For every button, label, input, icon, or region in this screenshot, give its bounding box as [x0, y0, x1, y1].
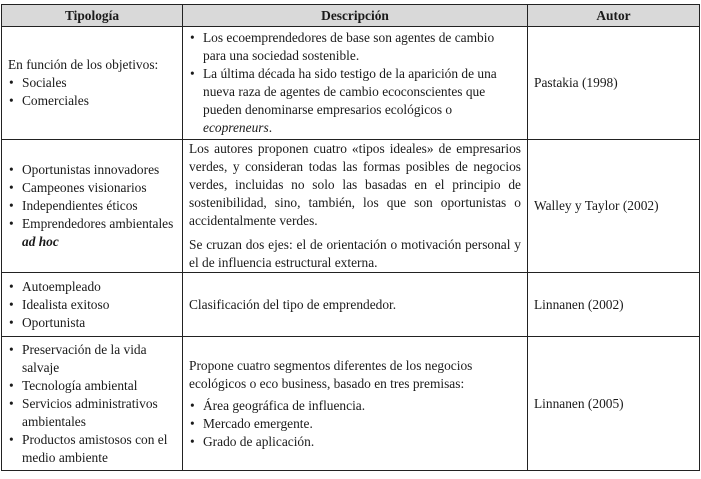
description-cell	[183, 27, 528, 140]
typology-cell	[2, 273, 183, 337]
list-item: • Tecnología ambiental	[8, 377, 176, 395]
list-item: • Campeones visionarios	[8, 179, 176, 197]
table-row	[2, 273, 700, 337]
list-item: • Los ecoemprendedores de base son agentes de cambio para una sociedad sostenible.	[189, 29, 513, 65]
author-cell: Walley y Taylor (2002)	[528, 140, 700, 273]
list-item: • Oportunistas innovadores	[8, 161, 176, 179]
description-paragraph: Los autores proponen cuatro «tipos ideales» de empresarios verdes, y consideran todas las formas posibles de negocios verdes, incluidas no solo las basadas en el principio de sostenibilidad, sino, también, los que son oportunistas o accidentalmente verdes.	[189, 141, 521, 228]
description-cell	[183, 337, 528, 471]
typology-table	[1, 4, 700, 471]
author-cell: Linnanen (2002)	[528, 273, 700, 337]
list-item: • Sociales	[8, 74, 176, 92]
description-list	[189, 397, 521, 451]
header-author: Autor	[528, 5, 700, 27]
list-item: • Idealista exitoso	[8, 296, 176, 314]
description-list	[189, 29, 513, 137]
description-italic-term: ecopreneurs	[203, 120, 269, 135]
typology-list	[8, 161, 176, 251]
typology-list	[8, 74, 176, 110]
description-period: .	[268, 120, 273, 135]
header-row	[2, 5, 700, 27]
description-cell	[183, 140, 528, 273]
author-cell: Linnanen (2005)	[528, 337, 700, 471]
list-item: • Independientes éticos	[8, 197, 176, 215]
table-row	[2, 140, 700, 273]
list-item: • Autoempleado	[8, 278, 176, 296]
typology-list	[8, 278, 176, 332]
typology-intro: En función de los objetivos:	[8, 57, 159, 72]
list-item: • Productos amistosos con el medio ambiente	[8, 431, 176, 467]
list-item	[8, 215, 176, 251]
description-text: La última década ha sido testigo de la aparición de una nueva raza de agentes de cambio ecoconscientes que pueden denominarse empresarios ecológicos o	[203, 66, 497, 117]
list-item: • Preservación de la vida salvaje	[8, 341, 176, 377]
list-item: • Oportunista	[8, 314, 176, 332]
list-item: • Grado de aplicación.	[189, 433, 521, 451]
typology-cell	[2, 337, 183, 471]
description-paragraph: Se cruzan dos ejes: el de orientación o motivación personal y el de influencia estructural externa.	[189, 237, 521, 270]
description-intro: Propone cuatro segmentos diferentes de los negocios ecológicos o eco business, basado en tres premisas:	[189, 357, 473, 391]
table-row	[2, 27, 700, 140]
list-item-text: Emprendedores ambientales	[22, 216, 174, 231]
description-cell: Clasificación del tipo de emprendedor.	[183, 273, 528, 337]
header-typology: Tipología	[2, 5, 183, 27]
author-cell: Pastakia (1998)	[528, 27, 700, 140]
typology-list	[8, 341, 176, 467]
list-item: • Mercado emergente.	[189, 415, 521, 433]
list-item-emphasis: ad hoc	[22, 234, 59, 249]
table-row	[2, 337, 700, 471]
list-item: • Comerciales	[8, 92, 176, 110]
list-item: • Área geográfica de influencia.	[189, 397, 521, 415]
header-description: Descripción	[183, 5, 528, 27]
list-item: • Servicios administrativos ambientales	[8, 395, 176, 431]
list-item	[189, 65, 513, 137]
typology-cell	[2, 27, 183, 140]
typology-cell	[2, 140, 183, 273]
